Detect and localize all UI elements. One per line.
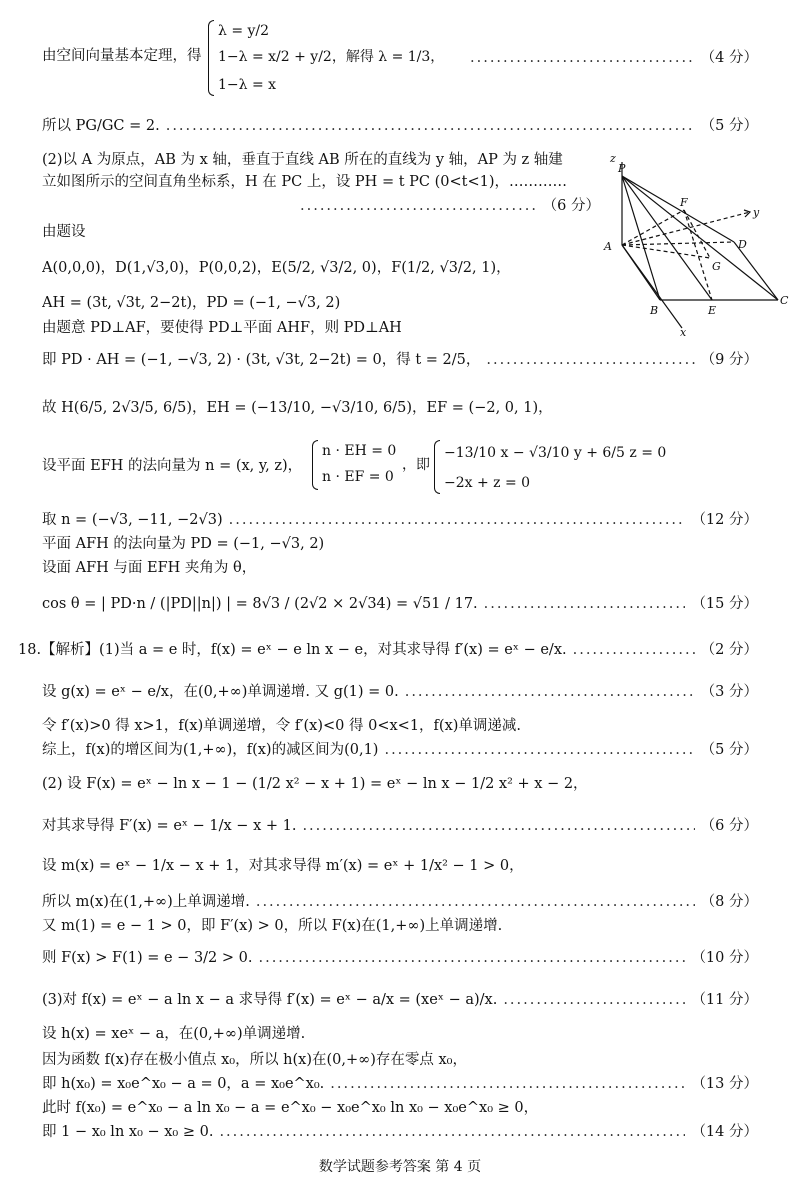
line-23: 设 m(x) = eˣ − 1/x − x + 1，对其求导得 m′(x) = eˣ + 1/x² − 1 > 0， [42, 858, 524, 874]
score: （2 分） [700, 642, 758, 658]
line-text: 所以 m(x)在(1,+∞)上单调递增. [42, 894, 250, 910]
edge-AB [622, 245, 660, 300]
line-16 [42, 594, 758, 614]
label-F: F [680, 196, 688, 209]
system-brace-1 [208, 20, 214, 96]
line-31: 此时 f(x₀) = e^x₀ − a ln x₀ − a = e^x₀ − x₀e^x₀ ln x₀ − x₀e^x₀ ≥ 0， [42, 1100, 539, 1116]
line-21: (2) 设 F(x) = eˣ − ln x − 1 − (1/2 x² − x + 1) = eˣ − ln x − 1/2 x² + x − 2， [42, 776, 588, 792]
line-text: 即 h(x₀) = x₀e^x₀ − a = 0，a = x₀e^x₀. [42, 1076, 325, 1092]
line-27 [42, 990, 758, 1010]
label-x: x [680, 326, 687, 339]
line-19: 令 f′(x)>0 得 x>1，f(x)单调递增，令 f′(x)<0 得 0<x<1，f(x)单调递减. [42, 718, 522, 734]
score: （6 分） [700, 818, 758, 834]
line-10 [42, 350, 758, 370]
line-20 [42, 740, 758, 760]
line-15: 设面 AFH 与面 EFH 夹角为 θ， [42, 560, 257, 576]
score: （12 分） [691, 512, 758, 528]
line-28: 设 h(x) = xeˣ − a，在(0,+∞)单调递增. [42, 1026, 306, 1042]
score: （10 分） [691, 950, 758, 966]
line-7: A(0,0,0)，D(1,√3,0)，P(0,0,2)，E(5/2, √3/2, 0)，F(1/2, √3/2, 1)， [42, 260, 511, 276]
line-24 [42, 892, 758, 912]
page-footer: 数学试题参考答案 第 4 页 [318, 1159, 482, 1175]
label-P: P [618, 162, 626, 175]
line-13 [42, 510, 758, 530]
line-4: 立如图所示的空间直角坐标系，H 在 PC 上，设 PH = t PC (0<t<1)，………… [42, 174, 567, 190]
line-6: 由题设 [42, 224, 86, 240]
label-y: y [753, 206, 760, 219]
system-2-mid: ，即 [402, 457, 430, 473]
label-C: C [780, 294, 789, 307]
system-1-eq3: 1−λ = x [218, 77, 277, 93]
line-11: 故 H(6/5, 2√3/5, 6/5)，EH = (−13/10, −√3/10, 6/5)，EF = (−2, 0, 1)， [42, 400, 553, 416]
line-12: 设平面 EFH 的法向量为 n = (x, y, z)， [42, 458, 303, 474]
line-8: AH = (3t, √3t, 2−2t)，PD = (−1, −√3, 2) [42, 295, 341, 311]
label-B: B [650, 304, 659, 317]
label-G: G [712, 260, 721, 273]
system-brace-3 [434, 440, 440, 494]
label-A: A [604, 240, 612, 253]
line-text: 则 F(x) > F(1) = e − 3/2 > 0. [42, 950, 253, 966]
line-text: cos θ = | PD·n / (|PD||n|) | = 8√3 / (2√2 × 2√34) = √51 / 17. [42, 596, 478, 612]
system-3-eq2: −2x + z = 0 [444, 475, 531, 491]
line-text: 取 n = (−√3, −11, −2√3) [42, 512, 223, 528]
line-text: 即 1 − x₀ ln x₀ − x₀ ≥ 0. [42, 1124, 214, 1140]
line-text: (3)对 f(x) = eˣ − a ln x − a 求导得 f′(x) = eˣ − a/x = (xeˣ − a)/x. [42, 992, 498, 1008]
score: （8 分） [700, 894, 758, 910]
system-2-eq1: n · EH = 0 [322, 443, 397, 459]
label-D: D [738, 238, 747, 251]
line-text: 即 PD · AH = (−1, −√3, 2) · (3t, √3t, 2−2t) = 0，得 t = 2/5， [42, 352, 481, 368]
line-2 [42, 116, 758, 136]
score: （6 分） [542, 198, 600, 214]
line-5 [300, 196, 600, 216]
line-3: (2)以 A 为原点，AB 为 x 轴，垂直于直线 AB 所在的直线为 y 轴，AP 为 z 轴建 [42, 152, 563, 168]
edge-AF [622, 210, 684, 245]
line-text: 所以 PG/GC = 2. [42, 118, 160, 134]
system-3-eq1: −13/10 x − √3/10 y + 6/5 z = 0 [444, 445, 667, 461]
score: （3 分） [700, 684, 758, 700]
geometry-diagram [600, 150, 790, 340]
score: （13 分） [691, 1076, 758, 1092]
score: （4 分） [700, 50, 758, 66]
line-26 [42, 948, 758, 968]
line-30 [42, 1074, 758, 1094]
line-18 [42, 682, 758, 702]
line-1-dots [470, 48, 758, 68]
score: （15 分） [691, 596, 758, 612]
line-text: 综上，f(x)的增区间为(1,+∞)，f(x)的减区间为(0,1) [42, 742, 379, 758]
line-29: 因为函数 f(x)存在极小值点 x₀，所以 h(x)在(0,+∞)存在零点 x₀， [42, 1052, 467, 1068]
score: （5 分） [700, 742, 758, 758]
line-32 [42, 1122, 758, 1142]
line-22 [42, 816, 758, 836]
line-14: 平面 AFH 的法向量为 PD = (−1, −√3, 2) [42, 536, 325, 552]
line-text: 对其求导得 F′(x) = eˣ − 1/x − x + 1. [42, 818, 297, 834]
line-1-left: 由空间向量基本定理，得 [42, 48, 202, 64]
line-text: 设 g(x) = eˣ − e/x，在(0,+∞)单调递增. 又 g(1) = 0. [42, 684, 399, 700]
line-25: 又 m(1) = e − 1 > 0，即 F′(x) > 0，所以 F(x)在(1,+∞)上单调递增. [42, 918, 503, 934]
line-17 [18, 640, 758, 660]
system-brace-2 [312, 440, 318, 490]
label-z: z [610, 152, 616, 165]
edge-PC [622, 176, 778, 300]
score: （5 分） [700, 118, 758, 134]
line-text: 18.【解析】(1)当 a = e 时，f(x) = eˣ − e ln x − e，对其求导得 f′(x) = eˣ − e/x. [18, 642, 567, 658]
score: （11 分） [691, 992, 758, 1008]
system-1-eq1: λ = y/2 [218, 23, 270, 39]
line-9: 由题意 PD⊥AF，要使得 PD⊥平面 AHF，则 PD⊥AH [42, 320, 402, 336]
system-1-eq2: 1−λ = x/2 + y/2，解得 λ = 1/3， [218, 49, 445, 65]
score: （9 分） [700, 352, 758, 368]
label-E: E [708, 304, 717, 317]
score: （14 分） [691, 1124, 758, 1140]
system-2-eq2: n · EF = 0 [322, 469, 394, 485]
edge-AD [622, 242, 734, 245]
